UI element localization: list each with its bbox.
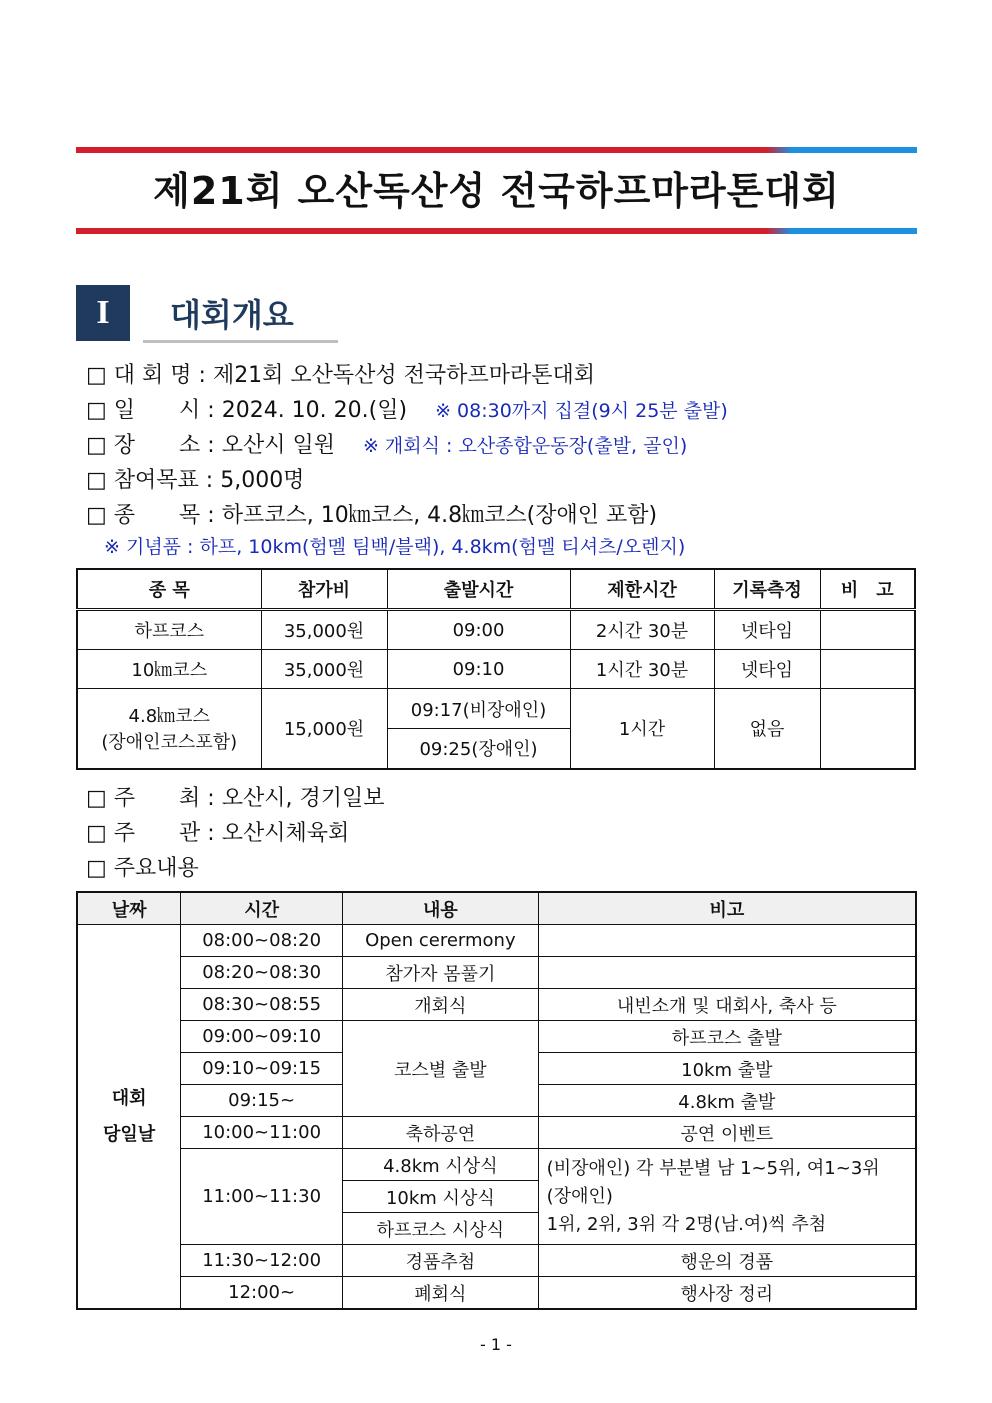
overview-note: ※ 개회식 : 오산종합운동장(출발, 골인) (362, 435, 688, 457)
content-cell: 경품추첨 (343, 1245, 539, 1277)
header-cell: 기록측정 (714, 569, 820, 610)
day-cell (77, 925, 181, 1310)
day-line: 대회 (111, 1087, 147, 1109)
overview-label: □ 대 회 명 (86, 363, 192, 388)
time-cell: 11:30~12:00 (181, 1245, 343, 1277)
limit-cell: 1시간 30분 (570, 650, 714, 689)
record-cell: 넷타임 (714, 610, 820, 650)
content-cell: 10km 시상식 (343, 1181, 539, 1213)
header-cell: 종 목 (77, 569, 261, 610)
note-cell: 행운의 경품 (538, 1245, 916, 1277)
content-cell: Open cerermony (343, 925, 539, 957)
limit-cell: 2시간 30분 (570, 610, 714, 650)
event-subname: (장애인코스포함) (101, 732, 238, 754)
time-cell: 08:30~08:55 (181, 989, 343, 1021)
note-cell: 행사장 정리 (538, 1277, 916, 1310)
award-note-line: (장애인) (546, 1185, 613, 1207)
content-cell: 4.8km 시상식 (343, 1149, 539, 1181)
event-cell: 하프코스 (77, 610, 261, 650)
overview-item: □ 참여목표 : 5,000명 (86, 463, 304, 494)
overview-note: ※ 08:30까지 집결(9시 25분 출발) (435, 400, 728, 422)
souvenir-memo: ※ 기념품 : 하프, 10km(험멜 팀백/블랙), 4.8km(험멜 티셔츠/오렌지) (104, 536, 686, 558)
host-label: □ 주 관 (86, 821, 201, 846)
overview-value: 제21회 오산독산성 전국하프마라톤대회 (212, 363, 595, 388)
table-row (77, 1245, 916, 1277)
start-cell: 09:25(장애인) (387, 729, 570, 769)
time-cell: 12:00~ (181, 1277, 343, 1310)
table-row (77, 650, 915, 689)
content-cell: 하프코스 시상식 (343, 1213, 539, 1245)
title-top-bar (76, 147, 917, 153)
overview-value: 하프코스, 10㎞코스, 4.8㎞코스(장애인 포함) (221, 503, 658, 528)
host-value: 오산시, 경기일보 (221, 786, 385, 811)
table-row (77, 925, 916, 957)
start-cell: 09:00 (387, 610, 570, 650)
fee-cell: 35,000원 (261, 610, 387, 650)
remark-cell (820, 610, 915, 650)
note-cell (538, 1149, 916, 1245)
overview-value: 2024. 10. 20.(일) (221, 398, 408, 423)
table-row (77, 1117, 916, 1149)
time-cell: 08:00~08:20 (181, 925, 343, 957)
content-cell: 코스별 출발 (343, 1021, 539, 1117)
record-cell: 없음 (714, 689, 820, 769)
remark-cell (820, 689, 915, 769)
overview-value: 5,000명 (220, 468, 305, 493)
limit-cell: 1시간 (570, 689, 714, 769)
page-number: - 1 - (480, 1335, 512, 1354)
table-row (77, 1021, 916, 1053)
overview-item: □ 장 소 : 오산시 일원 ※ 개회식 : 오산종합운동장(출발, 골인) (86, 428, 687, 459)
record-cell: 넷타임 (714, 650, 820, 689)
start-cell: 09:17(비장애인) (387, 689, 570, 729)
event-cell: 10㎞코스 (77, 650, 261, 689)
host-value: 오산시체육회 (221, 821, 350, 846)
table-row (77, 610, 915, 650)
overview-label: □ 참여목표 (86, 468, 199, 493)
start-cell: 09:10 (387, 650, 570, 689)
header-cell: 비 고 (820, 569, 915, 610)
time-cell: 11:00~11:30 (181, 1149, 343, 1245)
note-cell (538, 925, 916, 957)
table-row (77, 1149, 916, 1181)
day-line: 당일날 (103, 1123, 156, 1145)
page-title: 제21회 오산독산성 전국하프마라톤대회 (153, 169, 840, 213)
time-cell: 09:10~09:15 (181, 1053, 343, 1085)
remark-cell (820, 650, 915, 689)
header-cell: 시간 (181, 892, 343, 925)
note-cell: 내빈소개 및 대회사, 축사 등 (538, 989, 916, 1021)
fee-cell: 15,000원 (261, 689, 387, 769)
overview-item: □ 대 회 명 : 제21회 오산독산성 전국하프마라톤대회 (86, 358, 595, 389)
time-cell: 10:00~11:00 (181, 1117, 343, 1149)
overview-item: □ 일 시 : 2024. 10. 20.(일) ※ 08:30까지 집결(9시 25분 출발) (86, 393, 728, 424)
header-cell: 비고 (538, 892, 916, 925)
overview-label: □ 종 목 (86, 503, 201, 528)
host-label: □ 주요내용 (86, 856, 199, 881)
table-row (77, 957, 916, 989)
host-item (86, 851, 199, 882)
events-table (76, 568, 916, 770)
table-row (77, 689, 915, 729)
header-cell: 참가비 (261, 569, 387, 610)
host-item: □ 주 최 : 오산시, 경기일보 (86, 786, 385, 811)
time-cell: 09:00~09:10 (181, 1021, 343, 1053)
schedule-table (76, 891, 917, 1310)
section-number: I (76, 285, 130, 341)
content-cell: 폐회식 (343, 1277, 539, 1310)
event-name: 4.8㎞코스 (128, 706, 210, 728)
note-cell: 10km 출발 (538, 1053, 916, 1085)
content-cell: 개회식 (343, 989, 539, 1021)
header-cell: 출발시간 (387, 569, 570, 610)
table-header-row (77, 569, 915, 610)
table-row (77, 1277, 916, 1310)
overview-label: □ 장 소 (86, 433, 201, 458)
note-cell: 4.8km 출발 (538, 1085, 916, 1117)
event-cell (77, 689, 261, 769)
header-cell: 날짜 (77, 892, 181, 925)
award-note-line: 1위, 2위, 3위 각 2명(남.여)씩 추첨 (546, 1213, 827, 1235)
table-row (77, 989, 916, 1021)
note-cell: 공연 이벤트 (538, 1117, 916, 1149)
note-cell (538, 957, 916, 989)
header-cell: 제한시간 (570, 569, 714, 610)
content-cell: 참가자 몸풀기 (343, 957, 539, 989)
host-label: □ 주 최 (86, 786, 201, 811)
host-item: □ 주 관 : 오산시체육회 (86, 821, 350, 846)
time-cell: 09:15~ (181, 1085, 343, 1117)
overview-item: □ 종 목 : 하프코스, 10㎞코스, 4.8㎞코스(장애인 포함) (86, 498, 657, 529)
fee-cell: 35,000원 (261, 650, 387, 689)
section-title: 대회개요 (170, 296, 294, 334)
section-underline (143, 340, 338, 343)
overview-value: 오산시 일원 (221, 433, 335, 458)
title-bottom-bar (76, 228, 917, 234)
award-note-line: (비장애인) 각 부분별 남 1~5위, 여1~3위 (546, 1157, 880, 1179)
table-header-row (77, 892, 916, 925)
header-cell: 내용 (343, 892, 539, 925)
time-cell: 08:20~08:30 (181, 957, 343, 989)
content-cell: 축하공연 (343, 1117, 539, 1149)
note-cell: 하프코스 출발 (538, 1021, 916, 1053)
overview-label: □ 일 시 (86, 398, 201, 423)
